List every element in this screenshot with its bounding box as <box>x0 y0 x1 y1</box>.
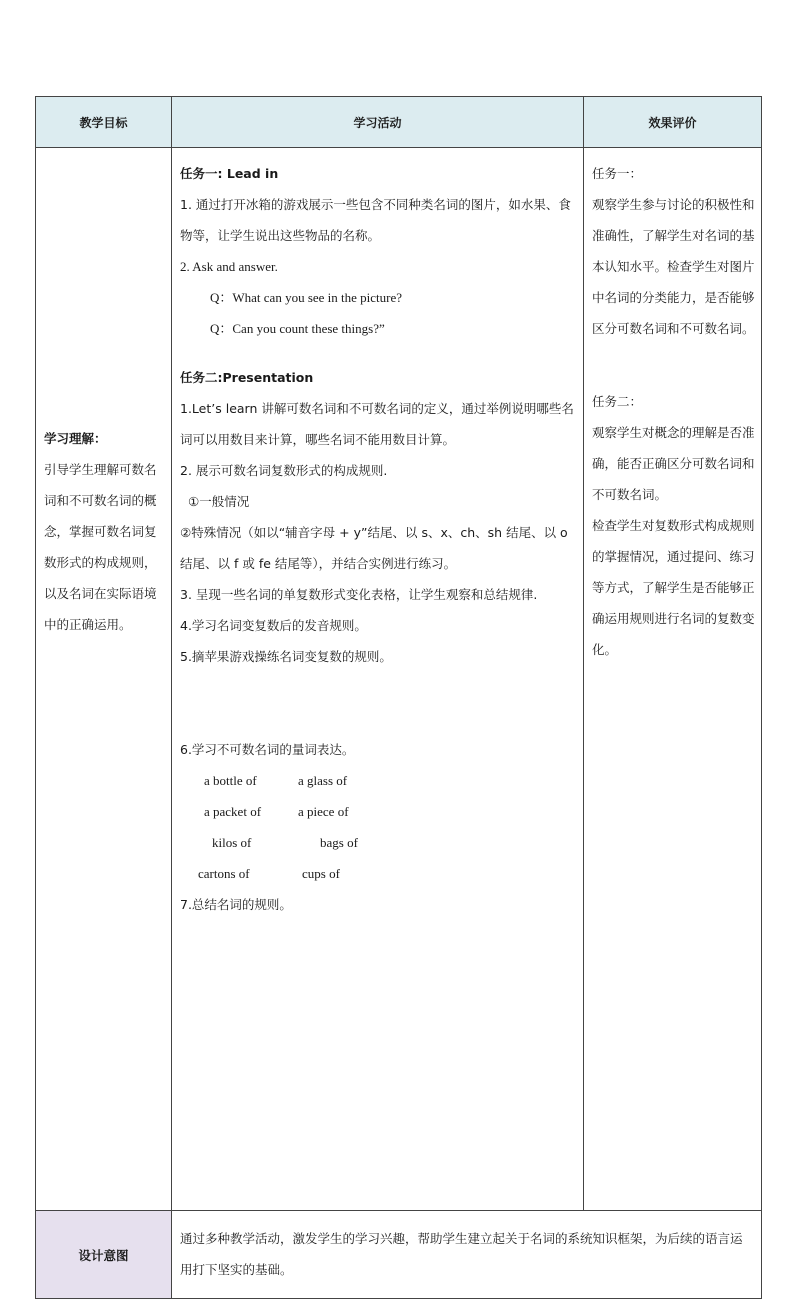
task1-q1: Q：What can you see in the picture? <box>210 290 403 305</box>
header-row <box>36 97 762 148</box>
task2-item3: 3. 呈现一些名词的单复数形式变化表格，让学生观察和总结规律. <box>180 587 538 602</box>
quantifier: cups of <box>302 866 340 881</box>
lesson-plan-table <box>35 96 762 1299</box>
eval-task2-text2: 检查学生对复数形式构成规则的掌握情况，通过提问、练习等方式，了解学生是否能够正确运用规则进行名词的复数变化。 <box>592 518 755 657</box>
header-goal: 教学目标 <box>36 97 172 148</box>
task2-item6: 6.学习不可数名词的量词表达。 <box>180 742 355 757</box>
eval-task2-text1: 观察学生对概念的理解是否准确，能否正确区分可数名词和不可数名词。 <box>592 425 755 502</box>
task2-item2b: ②特殊情况（如以“辅音字母 + y”结尾、以 s、x、ch、sh 结尾、以 o 结尾、以 f 或 fe 结尾等），并结合实例进行练习。 <box>180 525 568 571</box>
quantifier: a piece of <box>298 804 349 819</box>
task2-item4: 4.学习名词变复数后的发音规则。 <box>180 618 367 633</box>
task2-item7: 7.总结名词的规则。 <box>180 897 292 912</box>
task2-item2a: ①一般情况 <box>188 494 250 509</box>
design-text: 通过多种教学活动，激发学生的学习兴趣，帮助学生建立起关于名词的系统知识框架，为后续的语言运用打下坚实的基础。 <box>172 1211 762 1299</box>
quantifier-list <box>180 765 577 889</box>
design-row <box>36 1211 762 1299</box>
task1-item1: 1. 通过打开冰箱的游戏展示一些包含不同种类名词的图片，如水果、食物等，让学生说出这些物品的名称。 <box>180 197 571 243</box>
goal-cell <box>36 148 172 1211</box>
task1-item2: 2. Ask and answer. <box>180 259 278 274</box>
activities-cell <box>172 148 584 1211</box>
eval-task2-title: 任务二： <box>592 394 643 409</box>
quantifier: a packet of <box>204 804 262 819</box>
quantifier: a bottle of <box>204 773 257 788</box>
task1-q2: Q：Can you count these things?” <box>210 321 385 336</box>
task2-item1: 1.Let’s learn 讲解可数名词和不可数名词的定义，通过举例说明哪些名词可以用数目来计算，哪些名词不能用数目计算。 <box>180 401 574 447</box>
evaluation-cell <box>584 148 762 1211</box>
quantifier: kilos of <box>212 835 252 850</box>
header-activities: 学习活动 <box>172 97 584 148</box>
content-row <box>36 148 762 1211</box>
eval-task1-text: 观察学生参与讨论的积极性和准确性，了解学生对名词的基本认知水平。检查学生对图片中名词的分类能力，是否能够区分可数名词和不可数名词。 <box>592 197 755 336</box>
quantifier: cartons of <box>198 866 250 881</box>
task2-item5: 5.摘苹果游戏操练名词变复数的规则。 <box>180 649 392 664</box>
eval-task1-title: 任务一： <box>592 166 643 181</box>
task1-title: 任务一: Lead in <box>180 166 279 181</box>
header-evaluation: 效果评价 <box>584 97 762 148</box>
task2-item2: 2. 展示可数名词复数形式的构成规则. <box>180 463 388 478</box>
goal-text: 引导学生理解可数名词和不可数名词的概念，掌握可数名词复数形式的构成规则，以及名词在实际语境中的正确运用。 <box>44 462 157 632</box>
goal-title: 学习理解： <box>44 431 107 446</box>
quantifier: a glass of <box>298 773 348 788</box>
task2-title: 任务二:Presentation <box>180 370 314 385</box>
quantifier: bags of <box>320 835 358 850</box>
design-label: 设计意图 <box>36 1211 172 1299</box>
